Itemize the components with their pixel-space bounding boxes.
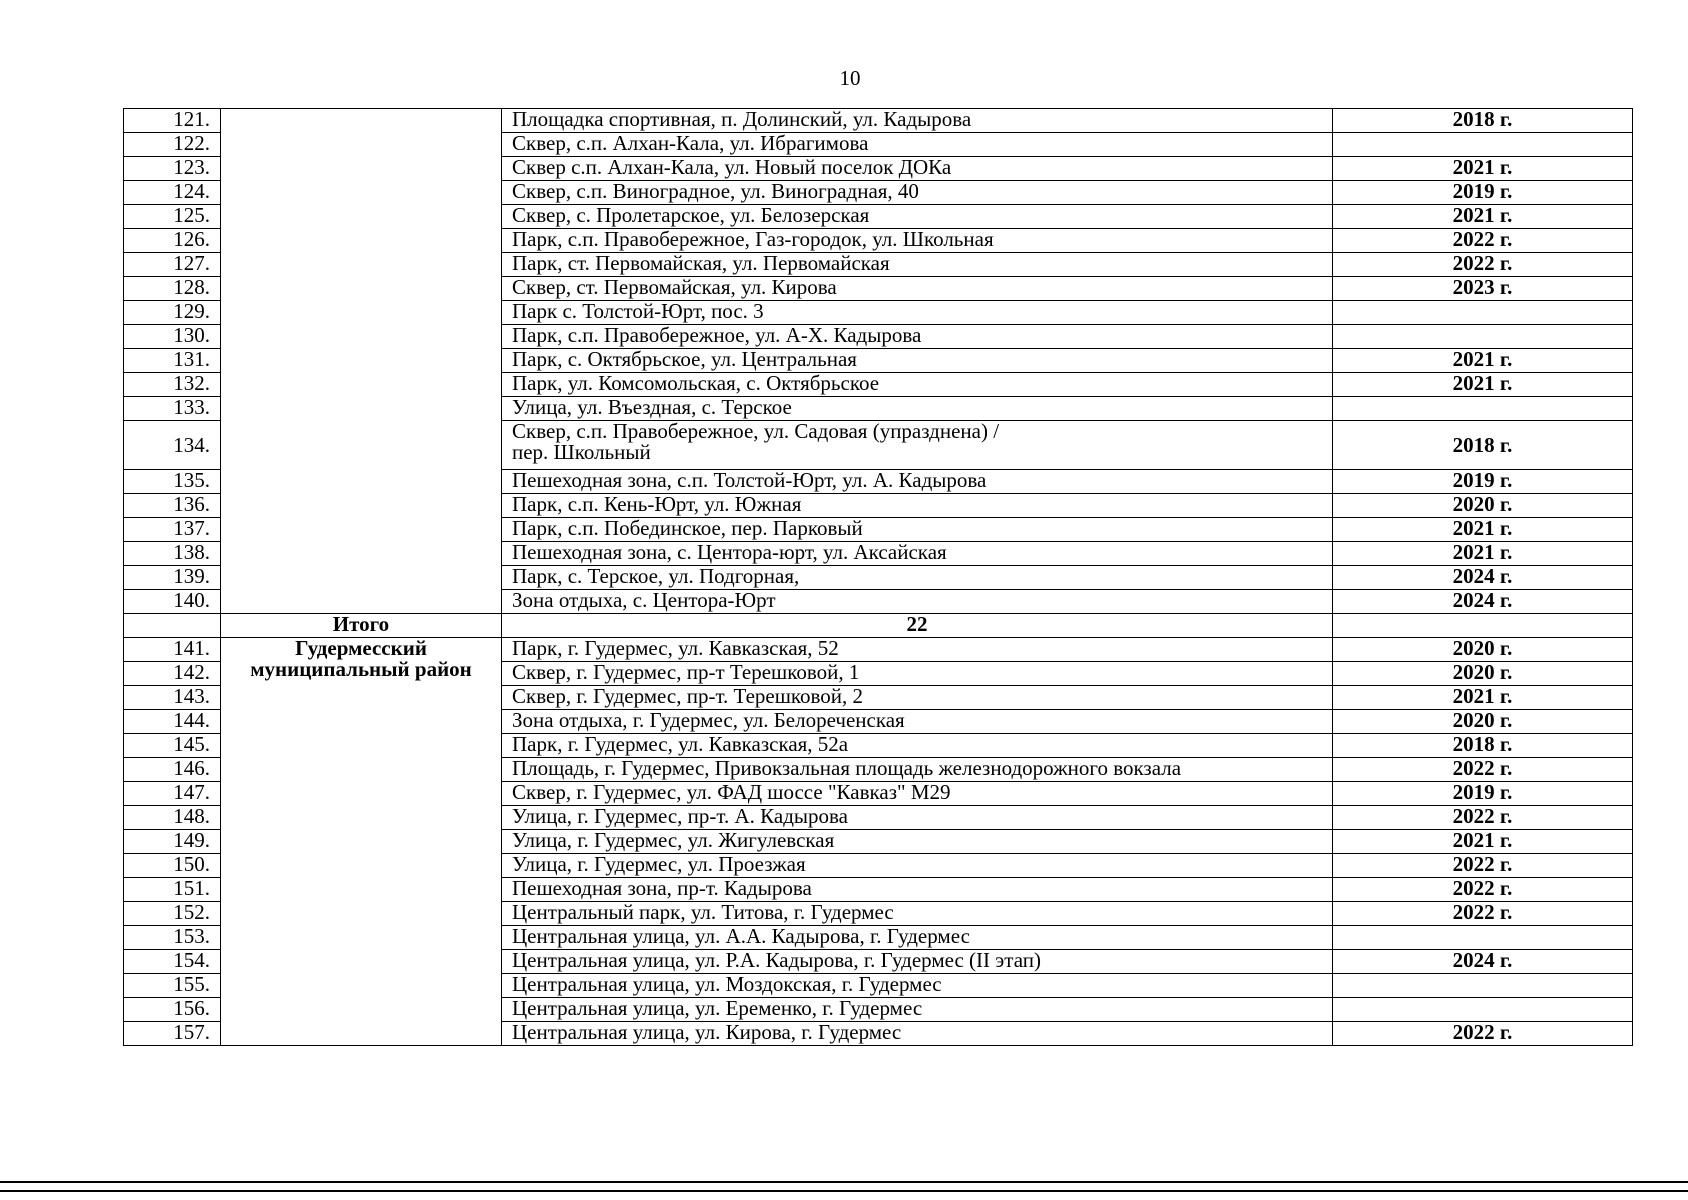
- implementation-year: [1333, 133, 1633, 157]
- object-name: Площадь, г. Гудермес, Привокзальная площадь железнодорожного вокзала: [502, 758, 1333, 782]
- row-number: 121.: [124, 109, 221, 133]
- implementation-year: 2022 г.: [1333, 1022, 1633, 1046]
- implementation-year: 2021 г.: [1333, 518, 1633, 542]
- object-name: Парк, ст. Первомайская, ул. Первомайская: [502, 253, 1333, 277]
- object-name: Сквер, с. Пролетарское, ул. Белозерская: [502, 205, 1333, 229]
- row-number: 126.: [124, 229, 221, 253]
- bottom-divider-line: [0, 1181, 1688, 1183]
- row-number: 138.: [124, 542, 221, 566]
- implementation-year: 2018 г.: [1333, 421, 1633, 470]
- row-number: 150.: [124, 854, 221, 878]
- district-name-line: Гудермесский: [295, 636, 427, 660]
- table-group-gudermes-district: [124, 638, 1633, 1046]
- table-row: [124, 109, 1633, 133]
- implementation-year: 2020 г.: [1333, 494, 1633, 518]
- total-row-year-cell: [1333, 614, 1633, 638]
- row-number: 132.: [124, 373, 221, 397]
- object-name: Сквер, с.п. Виноградное, ул. Виноградная, 40: [502, 181, 1333, 205]
- implementation-year: [1333, 974, 1633, 998]
- implementation-year: 2024 г.: [1333, 590, 1633, 614]
- row-number: 156.: [124, 998, 221, 1022]
- row-number: 147.: [124, 782, 221, 806]
- row-number: 142.: [124, 662, 221, 686]
- implementation-year: 2024 г.: [1333, 950, 1633, 974]
- table-group-previous-district: [124, 109, 1633, 614]
- row-number: 155.: [124, 974, 221, 998]
- object-name: Улица, г. Гудермес, пр-т. А. Кадырова: [502, 806, 1333, 830]
- object-name: Зона отдыха, г. Гудермес, ул. Белореченская: [502, 710, 1333, 734]
- object-name: Центральный парк, ул. Титова, г. Гудермес: [502, 902, 1333, 926]
- row-number: 146.: [124, 758, 221, 782]
- implementation-year: 2018 г.: [1333, 109, 1633, 133]
- object-name: Сквер, г. Гудермес, ул. ФАД шоссе "Кавказ" М29: [502, 782, 1333, 806]
- object-name-line: Сквер, с.п. Правобережное, ул. Садовая (упразднена) /: [512, 419, 1000, 443]
- implementation-year: 2022 г.: [1333, 878, 1633, 902]
- object-name: Центральная улица, ул. Кирова, г. Гудермес: [502, 1022, 1333, 1046]
- improvement-objects-table: [123, 108, 1633, 1046]
- row-number: 137.: [124, 518, 221, 542]
- table-row: [124, 638, 1633, 662]
- object-name: Парк, с.п. Правобережное, Газ-городок, ул. Школьная: [502, 229, 1333, 253]
- implementation-year: 2023 г.: [1333, 277, 1633, 301]
- row-number: 153.: [124, 926, 221, 950]
- row-number: 130.: [124, 325, 221, 349]
- object-name: Сквер, г. Гудермес, пр-т Терешковой, 1: [502, 662, 1333, 686]
- object-name: Парк, с.п. Правобережное, ул. А-Х. Кадырова: [502, 325, 1333, 349]
- total-row-num-cell: [124, 614, 221, 638]
- implementation-year: 2019 г.: [1333, 181, 1633, 205]
- row-number: 149.: [124, 830, 221, 854]
- row-number: 129.: [124, 301, 221, 325]
- row-number: 134.: [124, 421, 221, 470]
- implementation-year: 2021 г.: [1333, 349, 1633, 373]
- object-name: Парк, ул. Комсомольская, с. Октябрьское: [502, 373, 1333, 397]
- implementation-year: 2021 г.: [1333, 205, 1633, 229]
- implementation-year: 2021 г.: [1333, 157, 1633, 181]
- implementation-year: 2021 г.: [1333, 830, 1633, 854]
- row-number: 152.: [124, 902, 221, 926]
- implementation-year: 2021 г.: [1333, 373, 1633, 397]
- object-name: Улица, г. Гудермес, ул. Жигулевская: [502, 830, 1333, 854]
- object-name: Парк, г. Гудермес, ул. Кавказская, 52: [502, 638, 1333, 662]
- implementation-year: 2022 г.: [1333, 806, 1633, 830]
- implementation-year: [1333, 301, 1633, 325]
- row-number: 128.: [124, 277, 221, 301]
- row-number: 125.: [124, 205, 221, 229]
- object-name: Сквер, г. Гудермес, пр-т. Терешковой, 2: [502, 686, 1333, 710]
- implementation-year: 2018 г.: [1333, 734, 1633, 758]
- implementation-year: 2019 г.: [1333, 470, 1633, 494]
- object-name-line: пер. Школьный: [512, 440, 651, 464]
- implementation-year: 2020 г.: [1333, 662, 1633, 686]
- object-name: Пешеходная зона, с. Центора-юрт, ул. Аксайская: [502, 542, 1333, 566]
- object-name: Пешеходная зона, пр-т. Кадырова: [502, 878, 1333, 902]
- row-number: 143.: [124, 686, 221, 710]
- row-number: 151.: [124, 878, 221, 902]
- bottom-divider-line: [0, 1190, 1688, 1192]
- object-name: Улица, ул. Въездная, с. Терское: [502, 397, 1333, 421]
- object-name: Пешеходная зона, с.п. Толстой-Юрт, ул. А. Кадырова: [502, 470, 1333, 494]
- row-number: 122.: [124, 133, 221, 157]
- object-name: Парк, с. Терское, ул. Подгорная,: [502, 566, 1333, 590]
- object-name: Сквер, с.п. Алхан-Кала, ул. Ибрагимова: [502, 133, 1333, 157]
- row-number: 140.: [124, 590, 221, 614]
- row-number: 123.: [124, 157, 221, 181]
- implementation-year: 2022 г.: [1333, 253, 1633, 277]
- total-row: [124, 614, 1633, 638]
- row-number: 139.: [124, 566, 221, 590]
- row-number: 131.: [124, 349, 221, 373]
- row-number: 144.: [124, 710, 221, 734]
- row-number: 141.: [124, 638, 221, 662]
- table-total-section: [124, 614, 1633, 638]
- district-cell: [221, 638, 502, 1046]
- row-number: 157.: [124, 1022, 221, 1046]
- district-name-line: муниципальный район: [250, 657, 472, 681]
- district-cell: [221, 109, 502, 614]
- implementation-year: [1333, 325, 1633, 349]
- implementation-year: [1333, 397, 1633, 421]
- implementation-year: 2021 г.: [1333, 686, 1633, 710]
- object-name: Сквер с.п. Алхан-Кала, ул. Новый поселок ДОКа: [502, 157, 1333, 181]
- implementation-year: 2020 г.: [1333, 710, 1633, 734]
- implementation-year: 2024 г.: [1333, 566, 1633, 590]
- object-name: Парк, г. Гудермес, ул. Кавказская, 52а: [502, 734, 1333, 758]
- implementation-year: 2022 г.: [1333, 229, 1633, 253]
- row-number: 127.: [124, 253, 221, 277]
- object-name: Площадка спортивная, п. Долинский, ул. Кадырова: [502, 109, 1333, 133]
- object-name: Сквер, ст. Первомайская, ул. Кирова: [502, 277, 1333, 301]
- implementation-year: 2022 г.: [1333, 902, 1633, 926]
- object-name: Центральная улица, ул. Еременко, г. Гудермес: [502, 998, 1333, 1022]
- object-name: Центральная улица, ул. Р.А. Кадырова, г. Гудермес (II этап): [502, 950, 1333, 974]
- object-name: Центральная улица, ул. Моздокская, г. Гудермес: [502, 974, 1333, 998]
- object-name: Парк с. Толстой-Юрт, пос. 3: [502, 301, 1333, 325]
- implementation-year: 2019 г.: [1333, 782, 1633, 806]
- object-name: Зона отдыха, с. Центора-Юрт: [502, 590, 1333, 614]
- page-number: 10: [839, 66, 861, 90]
- object-name: Парк, с. Октябрьское, ул. Центральная: [502, 349, 1333, 373]
- implementation-year: [1333, 926, 1633, 950]
- object-name: Парк, с.п. Кень-Юрт, ул. Южная: [502, 494, 1333, 518]
- row-number: 136.: [124, 494, 221, 518]
- total-value: 22: [502, 614, 1333, 638]
- implementation-year: 2020 г.: [1333, 638, 1633, 662]
- total-label: Итого: [221, 614, 502, 638]
- object-name: Центральная улица, ул. А.А. Кадырова, г. Гудермес: [502, 926, 1333, 950]
- implementation-year: 2022 г.: [1333, 758, 1633, 782]
- implementation-year: 2021 г.: [1333, 542, 1633, 566]
- row-number: 124.: [124, 181, 221, 205]
- row-number: 154.: [124, 950, 221, 974]
- object-name: [502, 421, 1333, 470]
- object-name: Улица, г. Гудермес, ул. Проезжая: [502, 854, 1333, 878]
- object-name: Парк, с.п. Побединское, пер. Парковый: [502, 518, 1333, 542]
- row-number: 133.: [124, 397, 221, 421]
- row-number: 135.: [124, 470, 221, 494]
- implementation-year: 2022 г.: [1333, 854, 1633, 878]
- implementation-year: [1333, 998, 1633, 1022]
- row-number: 145.: [124, 734, 221, 758]
- row-number: 148.: [124, 806, 221, 830]
